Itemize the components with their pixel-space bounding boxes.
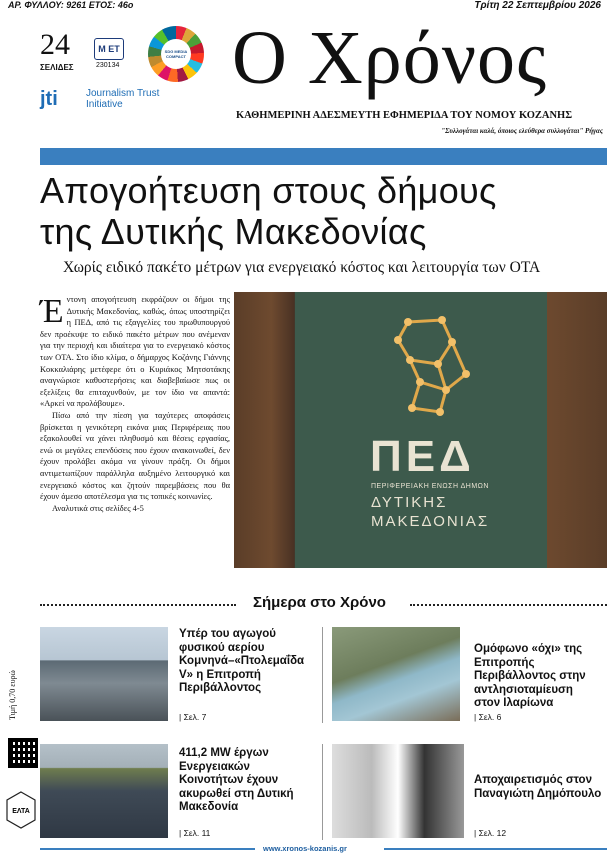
footer-website-link[interactable]: www.xronos-kozanis.gr — [263, 844, 347, 853]
masthead-tagline: ΚΑΘΗΜΕΡΙΝΗ ΑΔΕΣΜΕΥΤΗ ΕΦΗΜΕΡΙΔΑ ΤΟΥ ΝΟΜΟΥ ΚΟΖΑΝΗΣ — [236, 110, 573, 121]
footer-rule-right — [384, 848, 607, 850]
lead-headline-line-1: Απογοήτευση στους δήμους — [40, 170, 497, 211]
qr-code-icon[interactable] — [8, 738, 38, 768]
lead-headline[interactable] — [40, 170, 607, 252]
teaser-3-page: | Σελ. 11 — [179, 828, 211, 838]
lead-continued-note[interactable]: Αναλυτικά στις σελίδες 4-5 — [52, 503, 144, 513]
page-count-label: ΣΕΛΙΔΕΣ — [40, 63, 74, 72]
teaser-column-divider-1 — [322, 627, 323, 723]
teaser-2-page: | Σελ. 6 — [474, 712, 502, 722]
ped-sign-line-1: ΠΕΡΙΦΕΡΕΙΑΚΗ ΕΝΩΣΗ ΔΗΜΩΝ — [371, 483, 489, 490]
teaser-3-title[interactable]: 411,2 MW έργων Ενεργειακών Κοινοτήτων έχουν ακυρωθεί στη Δυτική Μακεδονία — [179, 747, 294, 813]
ped-sign-line-2: ΔΥΤΙΚΗΣ — [371, 494, 448, 511]
met-registration-number: 230134 — [96, 62, 120, 69]
lead-article-body — [40, 294, 230, 514]
teaser-4-photo — [332, 744, 464, 838]
header-divider-bar — [40, 148, 607, 165]
teaser-1-photo — [40, 627, 168, 721]
section-divider-right — [410, 604, 607, 606]
issue-date: Τρίτη 22 Σεπτεμβρίου 2026 — [474, 0, 601, 11]
elta-label: ΕΛΤΑ — [12, 808, 30, 815]
jti-label: Journalism Trust Initiative — [86, 88, 160, 110]
elta-postage-icon — [4, 790, 38, 830]
ped-sign-title: ΠΕΔ — [370, 432, 475, 481]
section-divider-left — [40, 604, 236, 606]
price-label: Τιμή 0,70 ευρώ — [8, 670, 17, 720]
drop-cap: Έ — [40, 293, 64, 330]
lead-headline-line-2: της Δυτικής Μακεδονίας — [40, 211, 427, 252]
teaser-1-title[interactable]: Υπέρ του αγωγού φυσικού αερίου Κομνηνά–«Πτολεμαΐδα V» η Επιτροπή Περιβάλλοντος — [179, 628, 305, 694]
lead-paragraph-1: Έντονη απογοήτευση εκφράζουν οι δήμοι της Δυτικής Μακεδονίας, καθώς, όπως υποστηρίζει η ΠΕΔ, από τις εξαγγελίες του πρωθυπουργού δεν προέκυψε το ειδικό πακέτο μέτρων που ανέμεναν για την περιοχή και ιδιαίτερα για το ενεργειακό κόστος των ΟΤΑ. Στο ίδιο κλίμα, ο δήμαρχος Κοζάνης Γιάννης Κοκκαλιάρης μετέφερε ότι ο Κυριάκος Μητσοτάκης αναγνώρισε καθυστερήσεις και διαβεβαίωσε πως οι εξελίξεις θα επιταχυνθούν, με τον ίδιο να απαντά: «Αρκεί να προλάβουμε». — [40, 293, 230, 409]
sdg-media-compact-label: SDG MEDIA COMPACT — [161, 39, 191, 69]
lead-paragraph-2: Πίσω από την πίεση για ταχύτερες αποφάσεις βρίσκεται η γενικότερη εικόνα μιας Περιφέρειας που εξακολουθεί να χάνει πληθυσμό και θέσεις εργασίας, ενώ οι μεγάλες επενδύσεις που έχουν ανακοινωθεί, δεν έχουν προλάβει ακόμα να γίνουν πράξη. Οι δήμοι αντιμετωπίζουν παράλληλα αυξημένο λειτουργικό και ενεργειακό κόστος και ζητούν παρεμβάσεις που θα έχουν άμεσο αποτέλεσμα για τις τοπικές κοινωνίες. — [40, 410, 230, 502]
masthead-motto: "Συλλογάται καλά, όποιος ελεύθερα συλλογάται" Ρήγας — [441, 127, 603, 135]
teaser-1-page: | Σελ. 7 — [179, 712, 207, 722]
lead-subheadline: Χωρίς ειδικό πακέτο μέτρων για ενεργειακό κόστος και λειτουργία των ΟΤΑ — [63, 259, 541, 276]
page-count: 24 — [40, 28, 70, 61]
met-logo: Μ ΕΤ — [94, 38, 124, 60]
jti-logo: jti — [40, 88, 58, 110]
masthead-title: Ο Χρόνος — [232, 16, 548, 100]
ped-emblem-icon — [380, 312, 480, 422]
teaser-4-title[interactable]: Αποχαιρετισμός στον Παναγιώτη Δημόπουλο — [474, 774, 602, 800]
ped-sign-line-3: ΜΑΚΕΔΟΝΙΑΣ — [371, 513, 490, 530]
footer-rule-left — [40, 848, 255, 850]
teaser-2-photo — [332, 627, 460, 721]
teaser-3-photo — [40, 744, 168, 838]
issue-number: ΑΡ. ΦΥΛΛΟΥ: 9261 ΕΤΟΣ: 46ο — [8, 0, 134, 10]
section-title: Σήμερα στο Χρόνο — [253, 594, 386, 611]
teaser-column-divider-2 — [322, 744, 323, 840]
teaser-2-title[interactable]: Ομόφωνο «όχι» της Επιτροπής Περιβάλλοντος στην αντλησιοταμίευση στον Ιλαρίωνα — [474, 643, 586, 709]
teaser-4-page: | Σελ. 12 — [474, 828, 507, 838]
